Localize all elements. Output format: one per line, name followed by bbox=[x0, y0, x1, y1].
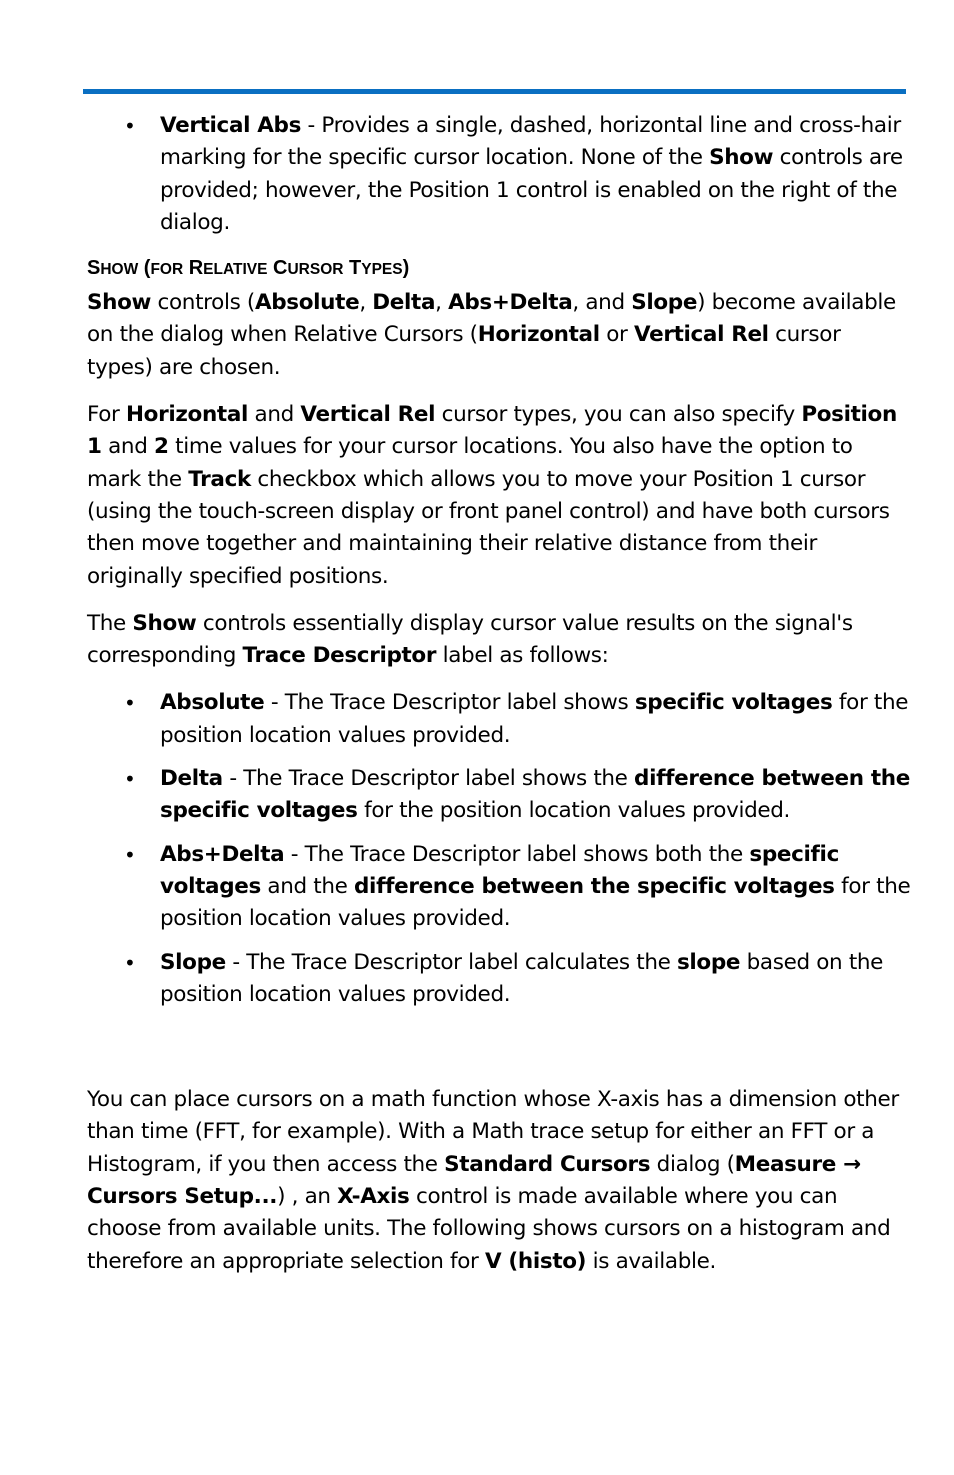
spacer bbox=[87, 1022, 912, 1084]
section-heading: SHOW (FOR RELATIVE CURSOR TYPES) bbox=[87, 257, 410, 280]
list-item-vertical-abs: • Vertical Abs - Provides a single, dashed, horizontal line and cross-hair marking for the specific cursor location. None of the Show controls are provided; however, the Position 1 control is enabled on the right of the dialog. bbox=[87, 110, 912, 239]
bullet-icon: • bbox=[124, 767, 136, 792]
show-options-list bbox=[87, 687, 912, 1011]
list-item-absolute: • Absolute - The Trace Descriptor label shows specific voltages for the position location values provided. bbox=[87, 687, 912, 752]
list-item-delta: • Delta - The Trace Descriptor label shows the difference between the specific voltages for the position location values provided. bbox=[87, 763, 912, 828]
paragraph-show-controls: Show controls (Absolute, Delta, Abs+Delta, and Slope) become available on the dialog when Relative Cursors (Horizontal or Vertical Rel cursor types) are chosen. bbox=[87, 290, 896, 380]
bullet-icon: • bbox=[124, 950, 136, 975]
bullet-icon: • bbox=[124, 842, 136, 867]
bullet-icon: • bbox=[124, 691, 136, 716]
bullet-icon: • bbox=[124, 114, 136, 138]
paragraph-show-display: The Show controls essentially display cursor value results on the signal's corresponding Trace Descriptor label as follows: bbox=[87, 610, 853, 669]
list-item-slope: • Slope - The Trace Descriptor label calculates the slope based on the position location values provided. bbox=[87, 947, 912, 1012]
cursor-type-list bbox=[87, 110, 912, 239]
header-rule bbox=[83, 89, 906, 94]
paragraph-math-cursors: You can place cursors on a math function whose X-axis has a dimension other than time (FFT, for example). With a Math trace setup for either an FFT or a Histogram, if you then access the Standard Cursors dialog (Measure → Cursors Setup...) , an X-Axis control is made available where you can choose from available units. The following shows cursors on a histogram and therefore an appropriate selection for V (histo) is available. bbox=[87, 1087, 899, 1274]
document-body bbox=[87, 110, 912, 1293]
paragraph-position-track: For Horizontal and Vertical Rel cursor types, you can also specify Position 1 and 2 time values for your cursor locations. You also have the option to mark the Track checkbox which allows you to move your Position 1 cursor (using the touch-screen display or front panel control) and have both cursors then move together and maintaining their relative distance from their originally specified positions. bbox=[87, 402, 897, 589]
list-item-abs-delta: • Abs+Delta - The Trace Descriptor label shows both the specific voltages and the difference between the specific voltages for the position location values provided. bbox=[87, 839, 912, 936]
